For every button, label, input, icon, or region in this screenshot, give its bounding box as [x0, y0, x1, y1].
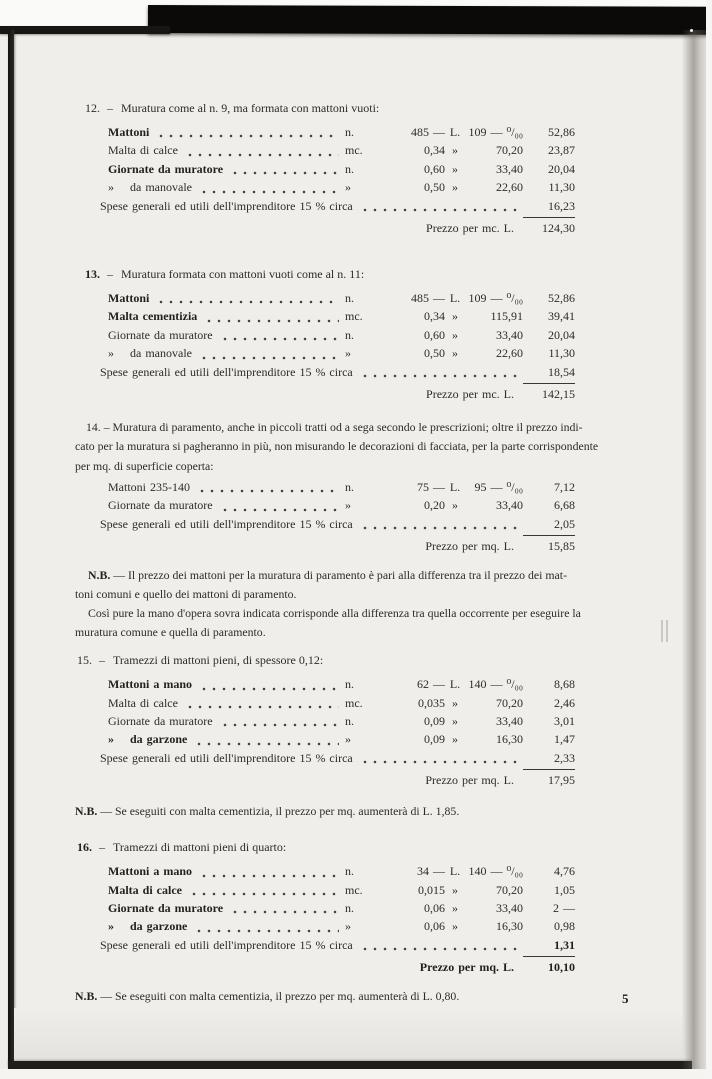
row-label: Giornate da muratore — [108, 901, 224, 916]
scan-page-edge-shadow — [682, 30, 706, 1069]
overhead-label: Spese generali ed utili dell'imprenditore 15 % circa — [100, 198, 353, 213]
row-total: 23,87 — [548, 143, 575, 158]
row-total: 1,47 — [554, 732, 575, 747]
paragraph-line: toni comuni e quello dei mattoni di paramento. — [75, 587, 297, 602]
row-currency: » — [452, 161, 458, 176]
page-number: 5 — [622, 991, 629, 1006]
table-row — [75, 289, 575, 307]
table-row — [75, 862, 575, 880]
row-unit: n. — [345, 291, 354, 306]
row-unit: » — [345, 180, 351, 195]
row-currency: » — [452, 732, 458, 747]
row-quantity: 75 — — [417, 479, 445, 494]
row-unit-price: 22,60 — [496, 346, 523, 361]
table-row — [75, 344, 575, 362]
nb-label: N.B. — [75, 989, 98, 1004]
price-label: Prezzo per mc. L. — [426, 387, 514, 402]
table-row — [75, 712, 575, 730]
table-row — [75, 675, 575, 693]
overhead-label: Spese generali ed utili dell'imprenditore 15 % circa — [100, 750, 353, 765]
row-label: Giornate da muratore — [108, 161, 224, 176]
paragraph-line: Così pure la mano d'opera sovra indicata corrisponde alla differenza tra quella occorrente per eseguire la — [88, 606, 581, 621]
row-unit-price: 140 — ⁰/₀₀ — [468, 677, 523, 692]
row-label: Mattoni 235-140 — [108, 479, 190, 494]
section-number: 15. — [77, 653, 92, 668]
row-quantity: 485 — — [411, 125, 445, 139]
row-total: 6,68 — [554, 498, 575, 513]
nb-label: N.B. — [88, 568, 111, 583]
row-quantity: 0,34 — [424, 143, 445, 158]
section-12-heading — [75, 100, 640, 117]
row-unit-price: 140 — ⁰/₀₀ — [468, 864, 523, 879]
scan-faint-mark — [661, 620, 663, 642]
row-total: 2 — — [553, 901, 575, 916]
row-currency: L. — [449, 479, 461, 494]
paragraph-line: 14. – Muratura di paramento, anche in piccoli tratti od a sega secondo le prescrizioni; oltre il prezzo indi- — [86, 420, 583, 435]
scan-black-bar — [148, 5, 712, 35]
table-row — [75, 881, 575, 899]
dot-leader — [220, 723, 339, 727]
row-quantity: 0,50 — [424, 180, 445, 195]
row-unit: mc. — [345, 143, 363, 158]
row-label: Malta di calce — [108, 143, 178, 158]
row-quantity: 34 — — [417, 864, 445, 879]
nota-bene-14 — [75, 566, 640, 642]
price-label: Prezzo per mq. L. — [419, 960, 514, 975]
dot-leader — [230, 910, 339, 914]
section-14-paragraph — [75, 418, 640, 476]
paragraph-line: cato per la muratura si pagheranno in più, non misurando le decorazioni di facciata, per la parte corrispondente — [75, 439, 599, 454]
scan-speck — [690, 29, 693, 32]
dot-leader — [230, 171, 339, 175]
row-unit-price: 33,40 — [496, 713, 523, 728]
row-unit-price: 70,20 — [496, 882, 523, 897]
overhead-row — [75, 749, 575, 770]
row-total: 3,01 — [554, 713, 575, 728]
paragraph-line: muratura comune e quella di paramento. — [75, 625, 266, 640]
nb-text: — Se eseguiti con malta cementizia, il prezzo per mq. aumenterà di L. 1,85. — [100, 804, 460, 819]
row-quantity: 0,06 — [424, 919, 445, 934]
nota-bene-15 — [75, 802, 640, 821]
row-label: Malta di calce — [108, 695, 178, 710]
dot-leader — [197, 489, 339, 493]
row-unit: n. — [345, 161, 354, 176]
dot-leader — [360, 760, 517, 764]
row-currency: » — [452, 901, 458, 916]
dot-leader — [156, 300, 339, 304]
dot-leader — [199, 356, 339, 360]
section-16 — [75, 839, 640, 977]
row-unit: » — [345, 346, 351, 361]
row-currency: » — [452, 180, 458, 195]
row-currency: L. — [449, 291, 461, 306]
price-label: Prezzo per mc. L. — [426, 221, 514, 236]
section-title: Muratura come al n. 9, ma formata con mattoni vuoti: — [121, 101, 380, 115]
row-total: 1,05 — [554, 882, 575, 897]
price-label: Prezzo per mq. L. — [425, 539, 514, 554]
row-quantity: 0,015 — [418, 882, 445, 897]
dot-leader — [156, 134, 339, 138]
scan-bottom-shade — [14, 1008, 683, 1061]
table-row — [75, 899, 575, 917]
price-value: 124,30 — [542, 221, 575, 236]
row-quantity: 0,20 — [424, 498, 445, 513]
section-title: Tramezzi di mattoni pieni di quarto: — [113, 840, 287, 855]
dot-leader — [194, 742, 339, 746]
row-quantity: 485 — — [411, 291, 445, 306]
row-unit-price: 33,40 — [496, 327, 523, 342]
table-row — [75, 496, 575, 514]
row-total: 39,41 — [548, 309, 575, 324]
table-row — [75, 141, 575, 159]
section-title: Muratura formata con mattoni vuoti come al n. 11: — [121, 267, 365, 282]
table-row — [75, 160, 575, 178]
row-unit: n. — [345, 677, 354, 692]
heading-dash: – — [99, 653, 105, 668]
row-currency: » — [452, 327, 458, 342]
price-value: 17,95 — [548, 773, 575, 788]
heading-dash: – — [99, 840, 105, 855]
row-total: 11,30 — [548, 346, 575, 361]
dot-leader — [194, 929, 339, 933]
price-label: Prezzo per mq. L. — [425, 773, 514, 788]
row-unit: n. — [345, 713, 354, 728]
row-unit: mc. — [345, 882, 363, 897]
row-unit-price: 33,40 — [496, 901, 523, 916]
row-total: 11,30 — [548, 180, 575, 195]
table-row — [75, 307, 575, 325]
row-unit: » — [345, 498, 351, 513]
row-currency: » — [452, 309, 458, 324]
row-unit-price: 109 — ⁰/₀₀ — [468, 291, 523, 306]
scan-faint-mark — [666, 620, 668, 642]
row-quantity: 0,50 — [424, 346, 445, 361]
row-label: Malta cementizia — [108, 309, 198, 324]
dot-leader — [199, 687, 339, 691]
row-unit-price: 16,30 — [496, 919, 523, 934]
row-label: Giornate da muratore — [108, 498, 213, 513]
section-13-heading — [75, 266, 640, 283]
row-label: Malta di calce — [108, 882, 182, 897]
overhead-total: 18,54 — [523, 363, 575, 384]
price-row — [75, 218, 575, 238]
section-13 — [75, 266, 640, 404]
price-value: 10,10 — [548, 960, 575, 975]
row-unit: n. — [345, 901, 354, 916]
row-quantity: 62 — — [417, 677, 445, 692]
row-currency: » — [452, 695, 458, 710]
overhead-total: 16,23 — [523, 197, 575, 218]
row-unit: mc. — [345, 695, 363, 710]
heading-dash: – — [107, 267, 113, 282]
row-label: » da manovale — [108, 346, 192, 361]
section-number: 13. — [85, 267, 100, 282]
row-currency: » — [452, 143, 458, 158]
row-label: Giornate da muratore — [108, 327, 213, 342]
cost-table — [75, 123, 575, 238]
row-label: Giornate da muratore — [108, 713, 213, 728]
price-value: 142,15 — [542, 387, 575, 402]
row-unit-price: 70,20 — [496, 143, 523, 158]
overhead-label: Spese generali ed utili dell'imprenditore 15 % circa — [100, 937, 353, 952]
nota-bene-16 — [75, 987, 640, 1006]
row-label: » da garzone — [108, 732, 188, 747]
row-quantity: 0,09 — [424, 713, 445, 728]
row-label: » da garzone — [108, 919, 188, 934]
scan-top-border — [0, 26, 170, 34]
price-row — [75, 536, 575, 556]
scan-right-margin — [706, 0, 712, 1079]
price-value: 15,85 — [548, 539, 575, 554]
dot-leader — [204, 319, 339, 323]
table-row — [75, 326, 575, 344]
table-row — [75, 917, 575, 935]
row-quantity: 0,09 — [424, 732, 445, 747]
row-unit-price: 95 — ⁰/₀₀ — [474, 479, 523, 494]
row-quantity: 0,34 — [424, 309, 445, 324]
row-unit-price: 115,91 — [490, 309, 523, 324]
section-title: Tramezzi di mattoni pieni, di spessore 0,12: — [113, 653, 324, 668]
overhead-total: 1,31 — [523, 936, 575, 957]
row-total: 7,12 — [554, 479, 575, 494]
section-number: 12. — [85, 101, 100, 115]
table-row — [75, 123, 575, 141]
dot-leader — [220, 508, 339, 512]
paragraph-line — [75, 566, 640, 585]
row-currency: » — [452, 882, 458, 897]
overhead-total: 2,05 — [523, 515, 575, 536]
overhead-row — [75, 197, 575, 218]
scan-left-border — [8, 30, 14, 1066]
price-row — [75, 770, 575, 790]
row-total: 2,46 — [554, 695, 575, 710]
row-unit: n. — [345, 125, 354, 139]
dot-leader — [199, 874, 339, 878]
row-label: Mattoni — [108, 125, 150, 139]
overhead-row — [75, 936, 575, 957]
row-unit: n. — [345, 864, 354, 879]
dot-leader — [360, 208, 517, 212]
price-row — [75, 957, 575, 977]
row-unit: » — [345, 732, 351, 747]
table-row — [75, 730, 575, 748]
overhead-row — [75, 363, 575, 384]
section-15 — [75, 652, 640, 790]
row-quantity: 0,60 — [424, 327, 445, 342]
dot-leader — [189, 892, 339, 896]
row-currency: L. — [449, 125, 461, 139]
row-unit-price: 70,20 — [496, 695, 523, 710]
row-currency: » — [452, 498, 458, 513]
overhead-row — [75, 515, 575, 536]
row-total: 52,86 — [548, 125, 575, 139]
section-16-heading — [75, 839, 640, 856]
row-currency: L. — [449, 864, 461, 879]
row-currency: L. — [449, 677, 461, 692]
nb-text: — Se eseguiti con malta cementizia, il prezzo per mq. aumenterà di L. 0,80. — [100, 989, 460, 1004]
page-content — [75, 100, 640, 1006]
scan-bottom-border — [8, 1061, 692, 1069]
row-currency: » — [452, 713, 458, 728]
row-total: 52,86 — [548, 291, 575, 306]
row-quantity: 0,035 — [418, 695, 445, 710]
dot-leader — [199, 190, 339, 194]
section-number: 16. — [77, 840, 92, 855]
row-unit: n. — [345, 327, 354, 342]
row-unit-price: 33,40 — [496, 498, 523, 513]
table-row — [75, 478, 575, 496]
row-label: » da manovale — [108, 180, 192, 195]
section-14 — [75, 418, 640, 556]
row-total: 4,76 — [554, 864, 575, 879]
cost-table — [75, 478, 575, 556]
heading-dash: – — [107, 101, 113, 115]
row-label: Mattoni a mano — [108, 864, 192, 879]
row-total: 20,04 — [548, 161, 575, 176]
row-label: Mattoni a mano — [108, 677, 192, 692]
dot-leader — [185, 705, 339, 709]
dot-leader — [360, 947, 517, 951]
nb-label: N.B. — [75, 804, 98, 819]
section-12 — [75, 100, 640, 238]
row-total: 0,98 — [554, 919, 575, 934]
nb-text: — Il prezzo dei mattoni per la muratura di paramento è pari alla differenza tra il prezzo dei mat- — [113, 568, 567, 583]
overhead-label: Spese generali ed utili dell'imprenditore 15 % circa — [100, 364, 353, 379]
overhead-label: Spese generali ed utili dell'imprenditore 15 % circa — [100, 516, 353, 531]
cost-table — [75, 862, 575, 977]
row-currency: » — [452, 346, 458, 361]
row-unit: » — [345, 919, 351, 934]
row-quantity: 0,06 — [424, 901, 445, 916]
row-unit-price: 33,40 — [496, 161, 523, 176]
dot-leader — [185, 153, 339, 157]
dot-leader — [360, 526, 517, 530]
row-unit: mc. — [345, 309, 363, 324]
row-unit-price: 16,30 — [496, 732, 523, 747]
scan-bottom-margin — [0, 1069, 712, 1079]
row-unit-price: 109 — ⁰/₀₀ — [468, 125, 523, 139]
cost-table — [75, 675, 575, 790]
row-total: 20,04 — [548, 327, 575, 342]
section-15-heading — [75, 652, 640, 669]
paragraph-line: per mq. di superficie coperta: — [75, 458, 214, 473]
row-total: 8,68 — [554, 677, 575, 692]
cost-table — [75, 289, 575, 404]
row-unit: n. — [345, 479, 354, 494]
row-quantity: 0,60 — [424, 161, 445, 176]
row-currency: » — [452, 919, 458, 934]
overhead-total: 2,33 — [523, 749, 575, 770]
price-row — [75, 384, 575, 404]
table-row — [75, 694, 575, 712]
row-unit-price: 22,60 — [496, 180, 523, 195]
dot-leader — [360, 374, 517, 378]
row-label: Mattoni — [108, 291, 150, 306]
dot-leader — [220, 337, 339, 341]
table-row — [75, 178, 575, 196]
